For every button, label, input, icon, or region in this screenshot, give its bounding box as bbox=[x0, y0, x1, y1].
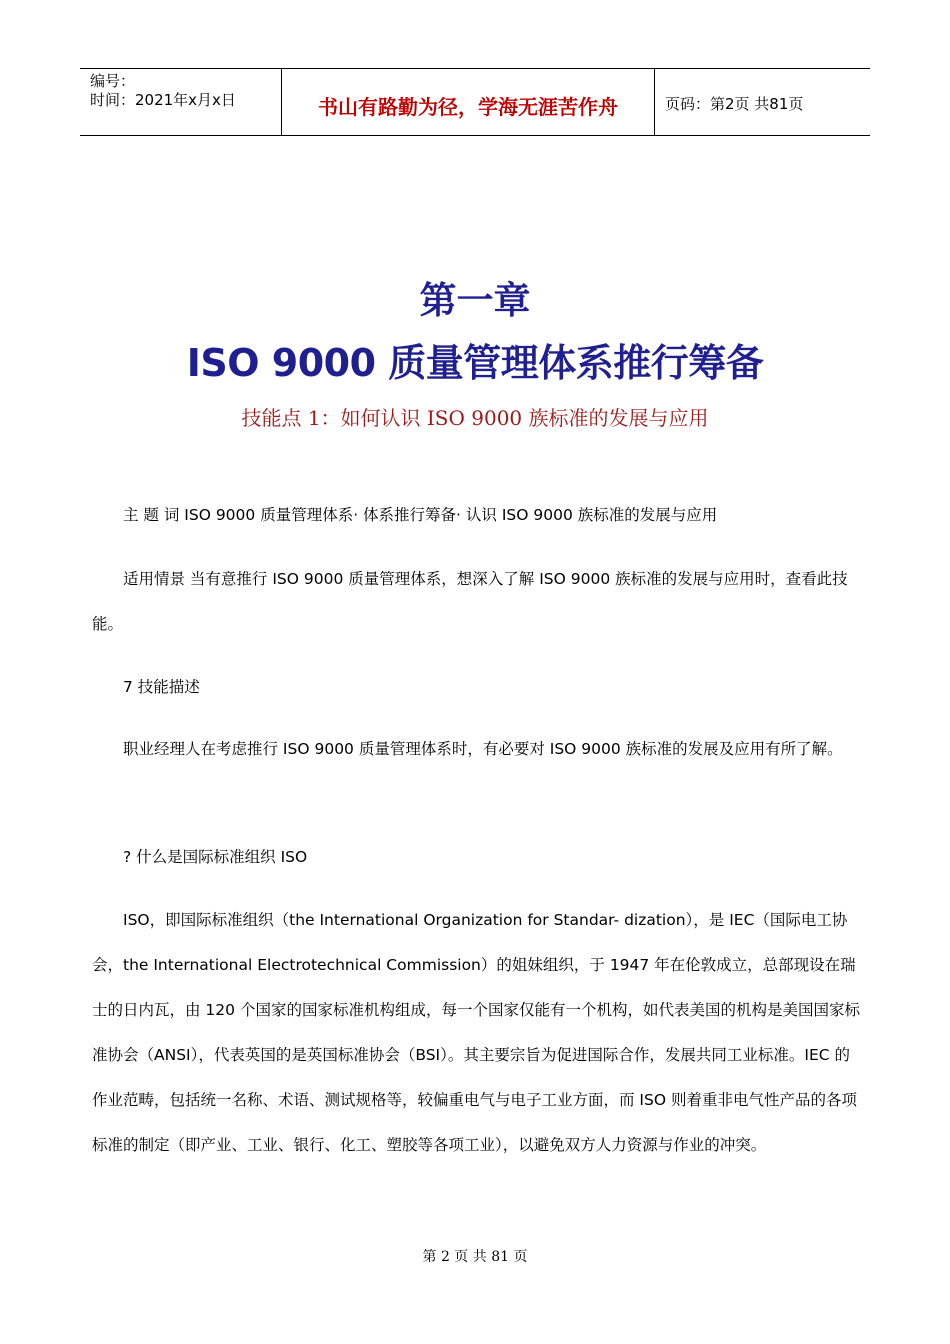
skill-desc-paragraph bbox=[92, 727, 862, 772]
keywords-paragraph bbox=[92, 493, 862, 538]
page-footer: 第 2 页 共 81 页 bbox=[422, 1249, 528, 1265]
header-meta bbox=[80, 69, 281, 135]
header-number-label: 编号： bbox=[90, 72, 136, 90]
iso-question-heading bbox=[92, 835, 862, 880]
header-date: 时间：2021年x月x日 bbox=[90, 91, 236, 109]
skill-desc-heading-text: 7 技能描述 bbox=[123, 678, 200, 696]
skill-desc-text: 职业经理人在考虑推行 ISO 9000 质量管理体系时，有必要对 ISO 9000 族标准的发展及应用有所了解。 bbox=[123, 740, 843, 758]
chapter-title: 第一章 bbox=[419, 279, 531, 322]
scenario-text: 适用情景 当有意推行 ISO 9000 质量管理体系，想深入了解 ISO 9000 族标准的发展与应用时，查看此技能。 bbox=[92, 570, 848, 633]
skill-title: 技能点 1：如何认识 ISO 9000 族标准的发展与应用 bbox=[241, 406, 709, 430]
iso-paragraph bbox=[92, 898, 862, 1168]
keywords-text: 主 题 词 ISO 9000 质量管理体系· 体系推行筹备· 认识 ISO 9000 族标准的发展与应用 bbox=[123, 506, 718, 524]
header-page-info: 页码：第2页 共81页 bbox=[665, 94, 804, 113]
scenario-paragraph bbox=[92, 557, 862, 647]
iso-question-text: ? 什么是国际标准组织 ISO bbox=[123, 848, 308, 866]
skill-desc-heading bbox=[92, 665, 862, 710]
main-title: ISO 9000 质量管理体系推行筹备 bbox=[186, 341, 764, 385]
page-header bbox=[80, 68, 870, 136]
iso-paragraph-text: ISO，即国际标准组织（the International Organization for Standar- dization），是 IEC（国际电工协会，the International Electrotechnical Commission）的姐妹组织，于 1947 年在伦敦成立，总部现设在瑞士的日内瓦，由 120 个国家的国家标准机构组成，每一个国家仅能有一个机构，如代表美国的机构是美国国家标准协会（ANSI），代表英国的是英国标准协会（BSI）。其主要宗旨为促进国际合作，发展共同工业标准。IEC 的作业范畴，包括统一名称、术语、测试规格等，较偏重电气与电子工业方面，而 ISO 则着重非电气性产品的各项标准的制定（即产业、工业、银行、化工、塑胶等各项工业），以避免双方人力资源与作业的冲突。 bbox=[92, 911, 860, 1154]
header-motto: 书山有路勤为径，学海无涯苦作舟 bbox=[281, 69, 655, 135]
